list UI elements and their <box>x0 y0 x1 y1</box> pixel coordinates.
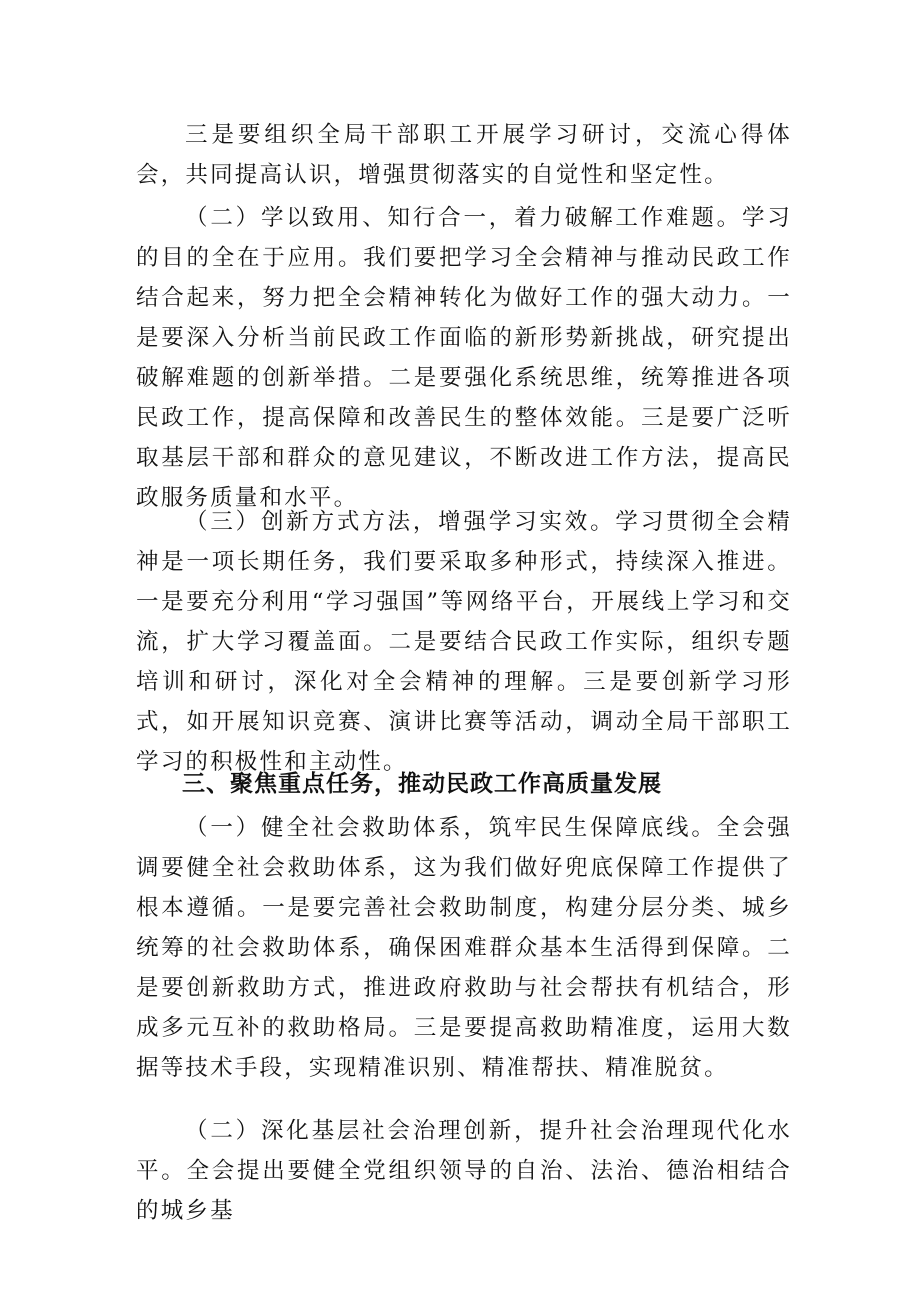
paragraph-grassroots-governance: （二）深化基层社会治理创新，提升社会治理现代化水平。全会提出要健全党组织领导的自治、法治、德治相结合的城乡基 <box>136 1118 792 1224</box>
paragraph-apply-learning: （二）学以致用、知行合一，着力破解工作难题。学习的目的全在于应用。我们要把学习全会精神与推动民政工作结合起来，努力把全会精神转化为做好工作的强大动力。一是要深入分析当前民政工作面临的新形势新挑战，研究提出破解难题的创新举措。二是要强化系统思维，统筹推进各项民政工作，提高保障和改善民生的整体效能。三是要广泛听取基层干部和群众的意见建议，不断改进工作方法，提高民政服务质量和水平。 <box>136 205 792 511</box>
paragraph-social-assistance: （一）健全社会救助体系，筑牢民生保障底线。全会强调要健全社会救助体系，这为我们做好兜底保障工作提供了根本遵循。一是要完善社会救助制度，构建分层分类、城乡统筹的社会救助体系，确保困难群众基本生活得到保障。二是要创新救助方式，推进政府救助与社会帮扶有机结合，形成多元互补的救助格局。三是要提高救助精准度，运用大数据等技术手段，实现精准识别、精准帮扶、精准脱贫。 <box>136 815 792 1081</box>
paragraph-innovate-methods: （三）创新方式方法，增强学习实效。学习贯彻全会精神是一项长期任务，我们要采取多种形式，持续深入推进。一是要充分利用“学习强国”等网络平台，开展线上学习和交流，扩大学习覆盖面。二是要结合民政工作实际，组织专题培训和研讨，深化对全会精神的理解。三是要创新学习形式，如开展知识竞赛、演讲比赛等活动，调动全局干部职工学习的积极性和主动性。 <box>136 509 792 775</box>
paragraph-study-discussion: 三是要组织全局干部职工开展学习研讨，交流心得体会，共同提高认识，增强贯彻落实的自觉性和坚定性。 <box>136 122 792 188</box>
section-heading: 三、聚焦重点任务，推动民政工作高质量发展 <box>182 771 662 797</box>
